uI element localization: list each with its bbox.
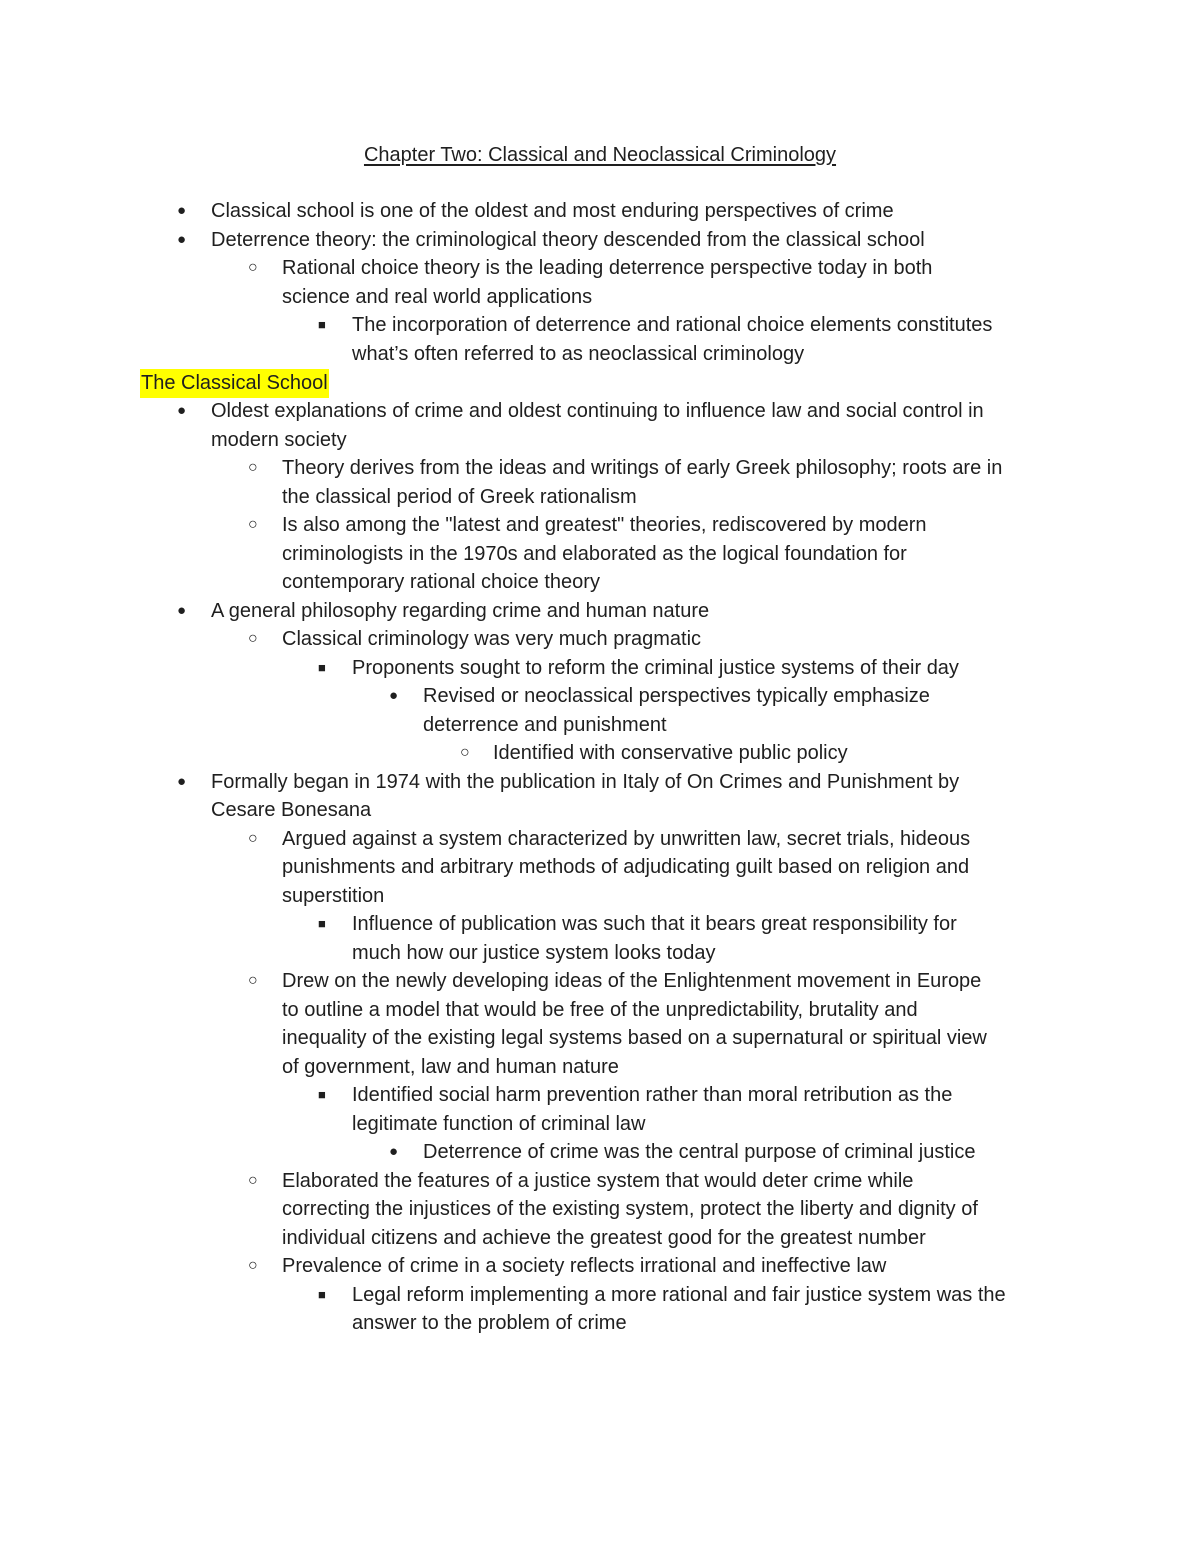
- bullet-marker-icon: ■: [318, 1286, 326, 1302]
- bullet-marker-icon: ○: [248, 972, 258, 989]
- bullet-marker-icon: ■: [318, 659, 326, 675]
- level2-bullet-item-line: punishments and arbitrary methods of adjudicating guilt based on religion and: [282, 856, 970, 878]
- page-title-text: Chapter Two: Classical and Neoclassical Criminology: [363, 144, 837, 166]
- bullet-marker-icon: ○: [248, 459, 258, 476]
- level2-bullet-item-line: criminologists in the 1970s and elaborated as the logical foundation for: [282, 542, 907, 565]
- level3-bullet-item-line: answer to the problem of crime: [352, 1312, 627, 1334]
- level3-bullet-item-line: Influence of publication was such that it bears great responsibility for: [352, 913, 957, 935]
- level2-bullet-item-line: superstition: [282, 884, 385, 907]
- level4-bullet-item-line: deterrence and punishment: [423, 713, 667, 736]
- level1-bullet-item-line: modern society: [211, 428, 347, 451]
- level1-bullet-item-line: Oldest explanations of crime and oldest continuing to influence law and social control in: [211, 400, 984, 422]
- level2-bullet-item-line: Drew on the newly developing ideas of the Enlightenment movement in Europe: [282, 970, 982, 992]
- bullet-marker-icon: ●: [177, 772, 187, 790]
- level2-bullet-item-line: Classical criminology was very much pragmatic: [282, 628, 702, 650]
- level3-bullet-item-line: Proponents sought to reform the criminal justice systems of their day: [352, 656, 959, 679]
- bullet-marker-icon: ●: [389, 1143, 399, 1160]
- level2-bullet-item-line: Rational choice theory is the leading deterrence perspective today in both: [282, 257, 933, 279]
- level1-bullet-item-line: Formally began in 1974 with the publication in Italy of On Crimes and Punishment by: [211, 770, 960, 793]
- bullet-marker-icon: ●: [177, 402, 187, 419]
- level4-bullet-item-line: Deterrence of crime was the central purpose of criminal justice: [423, 1141, 976, 1163]
- level1-bullet-item-line: A general philosophy regarding crime and human nature: [211, 599, 710, 622]
- level3-bullet-item-line: what’s often referred to as neoclassical criminology: [352, 342, 805, 365]
- bullet-marker-icon: ●: [177, 202, 187, 219]
- level2-bullet-item-line: contemporary rational choice theory: [282, 571, 600, 593]
- level3-bullet-item-line: much how our justice system looks today: [352, 941, 716, 964]
- bullet-marker-icon: ●: [389, 687, 399, 704]
- level2-bullet-item-line: inequality of the existing legal systems based on a supernatural or spiritual view: [282, 1027, 987, 1049]
- bullet-marker-icon: ■: [318, 916, 326, 931]
- bullet-marker-icon: ■: [318, 317, 326, 332]
- level5-bullet-item-line: Identified with conservative public policy: [493, 742, 848, 764]
- level2-bullet-item-line: to outline a model that would be free of the unpredictability, brutality and: [282, 998, 918, 1021]
- level4-bullet-item-line: Revised or neoclassical perspectives typically emphasize: [423, 685, 930, 707]
- bullet-marker-icon: ○: [248, 630, 258, 647]
- bullet-marker-icon: ○: [248, 1257, 258, 1274]
- bullet-marker-icon: ■: [318, 1087, 326, 1102]
- level2-bullet-item-line: Prevalence of crime in a society reflects irrational and ineffective law: [282, 1255, 887, 1277]
- level1-bullet-item-line: Cesare Bonesana: [211, 799, 372, 821]
- level3-bullet-item-line: Legal reform implementing a more rational and fair justice system was the: [352, 1283, 1006, 1306]
- level2-bullet-item-line: science and real world applications: [282, 285, 593, 308]
- bullet-marker-icon: ●: [177, 601, 187, 619]
- bullet-marker-icon: ○: [248, 259, 258, 276]
- level2-bullet-item-line: individual citizens and achieve the greatest good for the greatest number: [282, 1226, 926, 1249]
- level2-bullet-item-line: the classical period of Greek rationalism: [282, 485, 637, 508]
- level2-bullet-item-line: Argued against a system characterized by unwritten law, secret trials, hideous: [282, 827, 971, 850]
- page-title: [0, 141, 1200, 169]
- level1-bullet-item-line: Deterrence theory: the criminological theory descended from the classical school: [211, 228, 925, 251]
- level3-bullet-item-line: The incorporation of deterrence and rational choice elements constitutes: [352, 314, 993, 336]
- bullet-marker-icon: ●: [177, 230, 187, 248]
- level2-bullet-item-line: of government, law and human nature: [282, 1055, 619, 1078]
- bullet-marker-icon: ○: [460, 744, 470, 761]
- level3-bullet-item-line: legitimate function of criminal law: [352, 1112, 646, 1135]
- level1-bullet-item-line: Classical school is one of the oldest and most enduring perspectives of crime: [211, 200, 894, 222]
- level2-bullet-item-line: Theory derives from the ideas and writings of early Greek philosophy; roots are in: [282, 457, 1003, 479]
- section-heading-highlighted: The Classical School: [140, 369, 329, 398]
- level2-bullet-item-line: correcting the injustices of the existing system, protect the liberty and dignity of: [282, 1198, 978, 1220]
- bullet-marker-icon: ○: [248, 1171, 258, 1189]
- bullet-marker-icon: ○: [248, 516, 258, 533]
- level3-bullet-item-line: Identified social harm prevention rather than moral retribution as the: [352, 1084, 953, 1106]
- bullet-marker-icon: ○: [248, 829, 258, 847]
- level2-bullet-item-line: Elaborated the features of a justice system that would deter crime while: [282, 1169, 914, 1192]
- level2-bullet-item-line: Is also among the "latest and greatest" theories, rediscovered by modern: [282, 514, 927, 536]
